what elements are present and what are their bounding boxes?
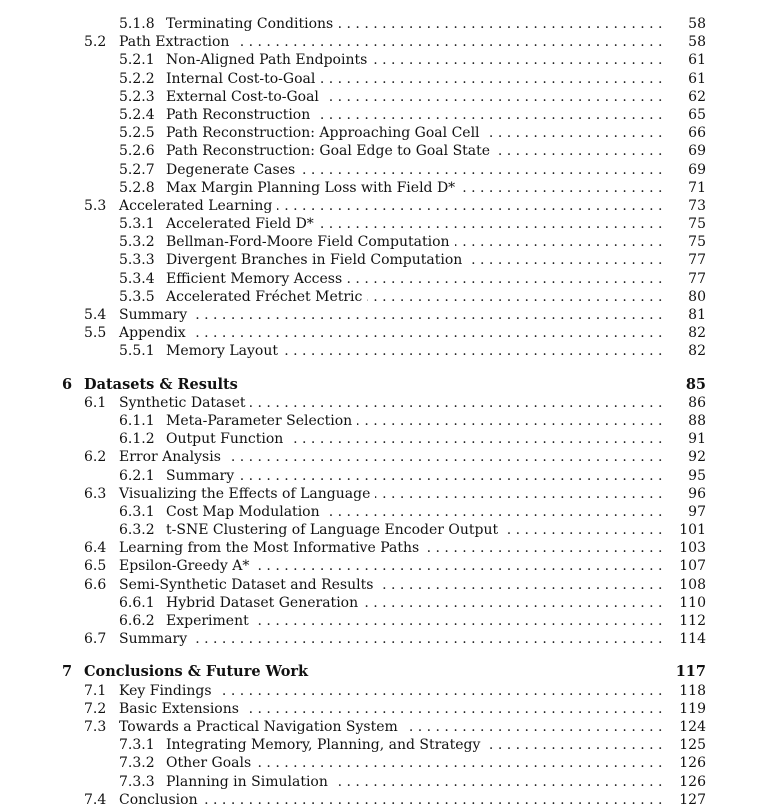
toc-entry-title: Hybrid Dataset Generation — [166, 594, 363, 612]
toc-entry-number: 5.2.6 — [119, 143, 155, 160]
toc-entry-title: Datasets & Results — [84, 376, 243, 394]
section-spacer — [0, 648, 779, 663]
toc-entry-number: 7.3.3 — [119, 773, 155, 790]
toc-subsection-entry[interactable] — [0, 594, 779, 612]
toc-dot-leader — [119, 791, 707, 809]
toc-subsection-entry[interactable] — [0, 270, 779, 288]
toc-entry-number: 6.3.2 — [119, 522, 155, 539]
toc-entry-title: Other Goals — [166, 754, 256, 772]
toc-section-entry[interactable] — [0, 682, 779, 700]
toc-entry-title: Towards a Practical Navigation System — [119, 718, 403, 736]
toc-entry-page-number: 125 — [662, 736, 706, 754]
toc-entry-page-number: 62 — [662, 88, 706, 106]
toc-section-entry[interactable] — [0, 394, 779, 412]
toc-dot-leader — [119, 630, 707, 648]
toc-subsection-entry[interactable] — [0, 161, 779, 179]
toc-entry-number: 5.2 — [84, 34, 107, 51]
toc-entry-number: 7 — [62, 663, 73, 681]
toc-entry-title: Degenerate Cases — [166, 161, 300, 179]
toc-entry-number: 5.3.4 — [119, 270, 155, 287]
toc-entry-number: 6.1 — [84, 394, 107, 411]
toc-section-entry[interactable] — [0, 539, 779, 557]
toc-entry-number: 6.1.2 — [119, 431, 155, 448]
toc-entry-title: Meta-Parameter Selection — [166, 412, 357, 430]
toc-subsection-entry[interactable] — [0, 342, 779, 360]
toc-entry-number: 5.2.5 — [119, 125, 155, 142]
toc-entry-page-number: 81 — [662, 306, 706, 324]
toc-entry-title: Integrating Memory, Planning, and Strategy — [166, 736, 485, 754]
toc-entry-number: 6.6.1 — [119, 594, 155, 611]
toc-section-entry[interactable] — [0, 791, 779, 809]
toc-subsection-entry[interactable] — [0, 70, 779, 88]
toc-entry-title: Epsilon-Greedy A* — [119, 557, 254, 575]
toc-entry-number: 5.3.3 — [119, 252, 155, 269]
toc-entry-page-number: 69 — [662, 161, 706, 179]
toc-entry-page-number: 119 — [662, 700, 706, 718]
toc-subsection-entry[interactable] — [0, 288, 779, 306]
toc-section-entry[interactable] — [0, 197, 779, 215]
toc-entry-title: Efficient Memory Access — [166, 270, 347, 288]
toc-entry-number: 5.2.2 — [119, 70, 155, 87]
toc-subsection-entry[interactable] — [0, 124, 779, 142]
toc-entry-page-number: 85 — [662, 376, 706, 394]
toc-entry-number: 5.3.2 — [119, 234, 155, 251]
toc-entry-number: 6.5 — [84, 558, 107, 575]
toc-entry-title: Divergent Branches in Field Computation — [166, 251, 467, 269]
toc-entry-number: 6.3 — [84, 485, 107, 502]
toc-section-entry[interactable] — [0, 630, 779, 648]
toc-section-entry[interactable] — [0, 576, 779, 594]
toc-chapter-entry[interactable] — [0, 376, 779, 394]
toc-entry-title: Path Reconstruction: Goal Edge to Goal State — [166, 142, 495, 160]
toc-section-entry[interactable] — [0, 700, 779, 718]
toc-entry-title: Path Reconstruction — [166, 106, 315, 124]
toc-entry-number: 6 — [62, 375, 73, 393]
toc-entry-title: Conclusion — [119, 791, 203, 809]
toc-entry-page-number: 112 — [662, 612, 706, 630]
toc-subsection-entry[interactable] — [0, 736, 779, 754]
toc-section-entry[interactable] — [0, 557, 779, 575]
toc-dot-leader — [166, 467, 707, 485]
toc-entry-page-number: 126 — [662, 773, 706, 791]
toc-entry-page-number: 101 — [662, 521, 706, 539]
toc-entry-number: 6.6.2 — [119, 613, 155, 629]
toc-entry-title: Cost Map Modulation — [166, 503, 325, 521]
toc-entry-number: 5.3.5 — [119, 288, 155, 305]
toc-entry-title: Memory Layout — [166, 342, 283, 360]
toc-subsection-entry[interactable] — [0, 179, 779, 197]
toc-entry-number: 5.2.8 — [119, 179, 155, 196]
toc-entry-page-number: 61 — [662, 70, 706, 88]
toc-entry-title: Accelerated Learning — [119, 197, 277, 215]
toc-subsection-entry[interactable] — [0, 612, 779, 630]
toc-entry-page-number: 75 — [662, 215, 706, 233]
toc-entry-number: 7.3 — [84, 718, 107, 735]
toc-entry-page-number: 71 — [662, 179, 706, 197]
toc-entry-page-number: 77 — [662, 270, 706, 288]
toc-entry-number: 5.5 — [84, 325, 107, 342]
toc-entry-number: 6.3.1 — [119, 503, 155, 520]
toc-entry-number: 7.1 — [84, 682, 107, 699]
toc-subsection-entry[interactable] — [0, 142, 779, 160]
toc-entry-page-number: 110 — [662, 594, 706, 612]
toc-entry-title: Synthetic Dataset — [119, 394, 250, 412]
toc-entry-title: Conclusions & Future Work — [84, 663, 313, 681]
toc-section-entry[interactable] — [0, 324, 779, 342]
toc-entry-page-number: 58 — [662, 33, 706, 51]
toc-entry-number: 6.4 — [84, 540, 107, 557]
toc-entry-number: 6.2.1 — [119, 467, 155, 484]
toc-subsection-entry[interactable] — [0, 412, 779, 430]
toc-section-entry[interactable] — [0, 448, 779, 466]
toc-entry-page-number: 126 — [662, 754, 706, 772]
toc-entry-number: 5.3 — [84, 197, 107, 214]
toc-subsection-entry[interactable] — [0, 430, 779, 448]
toc-entry-title: Visualizing the Effects of Language — [119, 485, 375, 503]
toc-entry-title: Terminating Conditions — [166, 15, 338, 33]
toc-entry-page-number: 92 — [662, 448, 706, 466]
toc-entry-page-number: 69 — [662, 142, 706, 160]
toc-entry-number: 5.5.1 — [119, 343, 155, 360]
toc-entry-page-number: 91 — [662, 430, 706, 448]
toc-entry-page-number: 124 — [662, 718, 706, 736]
toc-subsection-entry[interactable] — [0, 754, 779, 772]
toc-subsection-entry[interactable] — [0, 521, 779, 539]
toc-entry-title: Summary — [166, 467, 239, 485]
toc-entry-number: 6.2 — [84, 449, 107, 466]
toc-subsection-entry[interactable] — [0, 251, 779, 269]
toc-subsection-entry[interactable] — [0, 215, 779, 233]
toc-subsection-entry[interactable] — [0, 503, 779, 521]
toc-entry-title: Experiment — [166, 612, 254, 630]
toc-entry-title: Internal Cost-to-Goal — [166, 70, 320, 88]
toc-entry-page-number: 80 — [662, 288, 706, 306]
toc-entry-page-number: 107 — [662, 557, 706, 575]
toc-section-entry[interactable] — [0, 306, 779, 324]
toc-entry-title: Key Findings — [119, 682, 217, 700]
toc-entry-page-number: 82 — [662, 342, 706, 360]
toc-entry-page-number: 103 — [662, 539, 706, 557]
toc-entry-number: 7.3.1 — [119, 737, 155, 754]
toc-entry-page-number: 73 — [662, 197, 706, 215]
toc-entry-title: Semi-Synthetic Dataset and Results — [119, 576, 378, 594]
toc-entry-number: 6.6 — [84, 576, 107, 593]
toc-entry-page-number: 97 — [662, 503, 706, 521]
toc-subsection-entry[interactable] — [0, 51, 779, 69]
toc-entry-title: Path Extraction — [119, 33, 234, 51]
toc-entry-title: Accelerated Fréchet Metric — [166, 288, 367, 306]
toc-subsection-entry[interactable] — [0, 773, 779, 791]
table-of-contents — [0, 15, 779, 809]
toc-entry-title: Max Margin Planning Loss with Field D* — [166, 179, 460, 197]
toc-subsection-entry[interactable] — [0, 106, 779, 124]
toc-entry-page-number: 127 — [662, 791, 706, 809]
toc-entry-title: Planning in Simulation — [166, 773, 333, 791]
toc-dot-leader — [119, 306, 707, 324]
toc-entry-number: 5.2.7 — [119, 161, 155, 178]
toc-entry-page-number: 82 — [662, 324, 706, 342]
toc-entry-number: 5.2.3 — [119, 88, 155, 105]
toc-entry-title: Appendix — [119, 324, 191, 342]
toc-entry-page-number: 96 — [662, 485, 706, 503]
toc-entry-title: Basic Extensions — [119, 700, 244, 718]
toc-entry-page-number: 75 — [662, 233, 706, 251]
section-spacer — [0, 361, 779, 376]
toc-entry-number: 5.2.4 — [119, 106, 155, 123]
toc-entry-page-number: 117 — [662, 663, 706, 681]
toc-entry-number: 5.3.1 — [119, 216, 155, 233]
toc-entry-page-number: 114 — [662, 630, 706, 648]
toc-entry-number: 7.4 — [84, 791, 107, 808]
toc-section-entry[interactable] — [0, 33, 779, 51]
toc-entry-page-number: 86 — [662, 394, 706, 412]
toc-entry-number: 7.2 — [84, 700, 107, 717]
toc-subsection-entry[interactable] — [0, 15, 779, 33]
toc-entry-page-number: 108 — [662, 576, 706, 594]
toc-subsection-entry[interactable] — [0, 233, 779, 251]
toc-entry-title: Error Analysis — [119, 448, 226, 466]
toc-entry-page-number: 58 — [662, 15, 706, 33]
toc-entry-number: 5.4 — [84, 307, 107, 323]
toc-entry-page-number: 66 — [662, 124, 706, 142]
toc-entry-page-number: 88 — [662, 412, 706, 430]
toc-entry-title: Output Function — [166, 430, 288, 448]
toc-entry-number: 6.7 — [84, 631, 107, 648]
toc-entry-number: 5.1.8 — [119, 16, 155, 32]
toc-entry-title: Summary — [119, 306, 192, 324]
toc-entry-title: Bellman-Ford-Moore Field Computation — [166, 233, 455, 251]
toc-entry-page-number: 65 — [662, 106, 706, 124]
toc-section-entry[interactable] — [0, 485, 779, 503]
toc-entry-number: 7.3.2 — [119, 755, 155, 772]
toc-entry-page-number: 95 — [662, 467, 706, 485]
toc-dot-leader — [119, 324, 707, 342]
toc-entry-title: t-SNE Clustering of Language Encoder Output — [166, 521, 503, 539]
toc-entry-title: Accelerated Field D* — [166, 215, 319, 233]
toc-entry-title: External Cost-to-Goal — [166, 88, 324, 106]
toc-entry-page-number: 118 — [662, 682, 706, 700]
toc-subsection-entry[interactable] — [0, 467, 779, 485]
toc-entry-number: 5.2.1 — [119, 52, 155, 69]
toc-chapter-entry[interactable] — [0, 663, 779, 681]
toc-entry-number: 6.1.1 — [119, 412, 155, 429]
toc-entry-title: Non-Aligned Path Endpoints — [166, 51, 372, 69]
toc-entry-page-number: 61 — [662, 51, 706, 69]
toc-subsection-entry[interactable] — [0, 88, 779, 106]
toc-entry-title: Learning from the Most Informative Paths — [119, 539, 424, 557]
toc-entry-title: Path Reconstruction: Approaching Goal Cell — [166, 124, 485, 142]
toc-entry-page-number: 77 — [662, 251, 706, 269]
toc-section-entry[interactable] — [0, 718, 779, 736]
toc-entry-title: Summary — [119, 630, 192, 648]
